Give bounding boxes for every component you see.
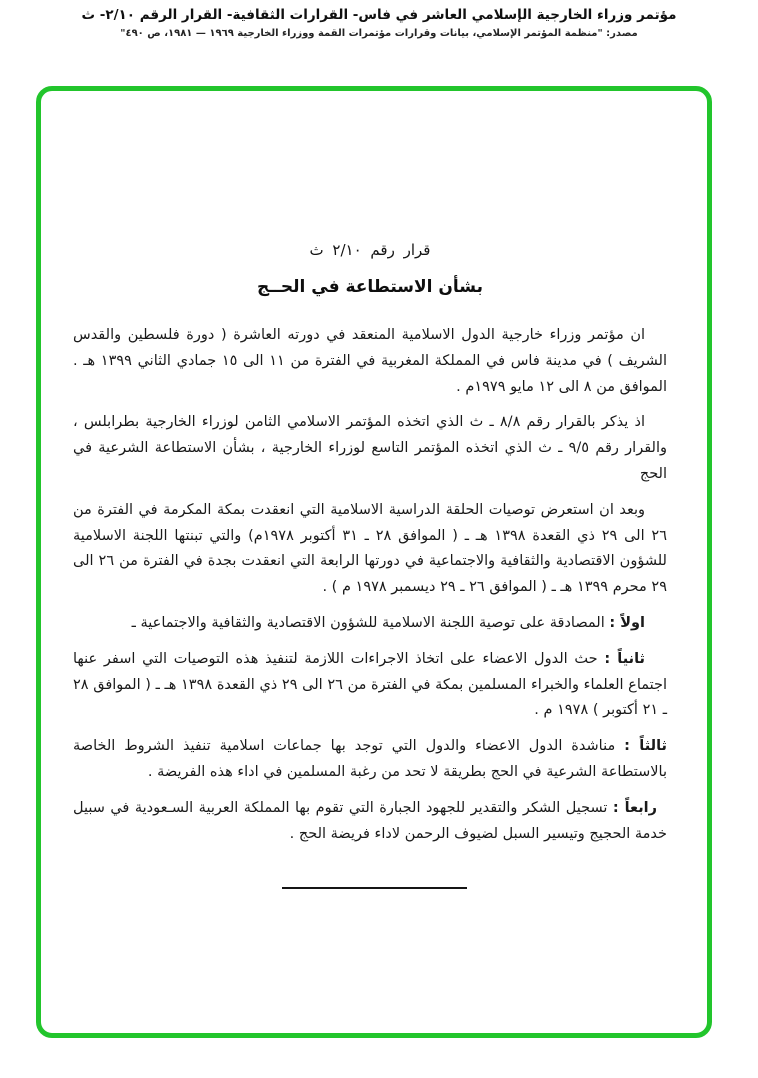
paragraph-review: وبعد ان استعرض توصيات الحلقة الدراسية الاسلامية التي انعقدت بمكة المكرمة في الفترة من ٢٦ الى ٢٩ ذي القعدة ١٣٩٨ هـ ـ ( الموافق ٢٨ ـ ٣١ أكتوبر ١٩٧٨م) والتي تبنتها اللجنة الاسلامية للشؤون الاقتصادية والثقافية والاجتماعية في دورتها الرابعة التي انعقدت بجدة في الفترة من ٢٦ الى ٢٩ محرم ١٣٩٩ هـ ـ ( الموافق ٢٦ ـ ٢٩ ديسمبر ١٩٧٨ م ) . <box>73 501 667 596</box>
resolution-item-1 <box>73 611 667 637</box>
resolution-item-3 <box>73 734 667 786</box>
item-1-text: المصادقة على توصية اللجنة الاسلامية للشؤون الاقتصادية والثقافية والاجتماعية ـ <box>131 614 605 631</box>
end-divider-line <box>282 887 467 889</box>
header-source: مصدر: "منظمة المؤتمر الإسلامي، بيانات وقرارات مؤتمرات القمة ووزراء الخارجية ١٩٦٩ — ١٩٨١، ص ٤٩٠" <box>120 28 638 39</box>
paragraph-preamble: ان مؤتمر وزراء خارجية الدول الاسلامية المنعقد في دورته العاشرة ( دورة فلسطين والقدس الشريف ) في مدينة فاس في المملكة المغربية في الفترة من ١١ الى ١٥ جمادي الثاني ١٣٩٩ هـ . الموافق من ٨ الى ١٢ مايو ١٩٧٩م . <box>73 327 667 395</box>
item-3-text: مناشدة الدول الاعضاء والدول التي توجد بها جماعات اسلامية تنفيذ الشروط الخاصة بالاستطاعة الشرعية في الحج بطريقة لا تحد من رغبة المسلمين في اداء هذه الفريضة . <box>73 738 667 780</box>
header-title: مؤتمر وزراء الخارجية الإسلامي العاشر في فاس- القرارات الثقافية- القرار الرقم ٢/١٠- ث <box>81 7 677 23</box>
resolution-number-title: قرار رقم ٢/١٠ ث <box>309 241 431 259</box>
item-3-label: ثالثاً : <box>624 738 667 755</box>
item-1-label: اولاً : <box>609 614 645 631</box>
paragraph-recalling: اذ يذكر بالقرار رقم ٨/٨ ـ ث الذي اتخذه المؤتمر الاسلامي الثامن لوزراء الخارجية بطرابلس ، والقرار رقم ٩/٥ ـ ث الذي اتخذه المؤتمر التاسع لوزراء الخارجية ، بشأن الاستطاعة الشرعية في الحج <box>73 414 667 482</box>
resolution-item-4 <box>73 796 667 848</box>
item-4-label: رابعاً : <box>612 799 657 816</box>
item-2-label: ثانياً : <box>604 650 645 667</box>
resolution-body <box>73 323 667 847</box>
document-content <box>73 241 667 889</box>
page-header <box>0 7 758 39</box>
green-scan-frame <box>36 86 712 1038</box>
resolution-item-2 <box>73 647 667 724</box>
item-4-text: تسجيل الشكر والتقدير للجهود الجبارة التي تقوم بها المملكة العربية السـعودية في سبيل خدمة الحجيج وتيسير السبل لضيوف الرحمن لاداء فريضة الحج . <box>73 799 667 842</box>
item-2-text: حث الدول الاعضاء على اتخاذ الاجراءات اللازمة لتنفيذ هذه التوصيات التي اسفر عنها اجتماع العلماء والخبراء المسلمين بمكة في الفترة من ٢٦ الى ٢٩ ذي القعدة ١٣٩٨ هـ ـ ( الموافق ٢٨ ـ ٢١ أكتوبر ) ١٩٧٨ م . <box>73 650 667 719</box>
resolution-subject: بشأن الاستطاعة في الحــج <box>256 277 483 297</box>
